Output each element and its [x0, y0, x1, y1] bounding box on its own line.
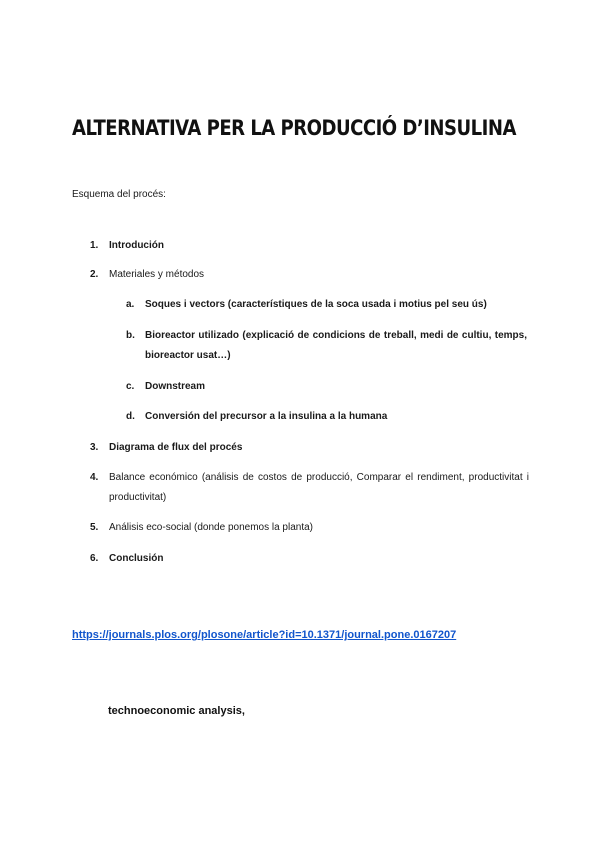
process-outline-heading: Esquema del procés: [72, 189, 166, 200]
outline-text: Bioreactor utilizado (explicació de condicions de treball, medi de cultiu, temps, bioreactor usat…) [145, 330, 527, 361]
outline-text: Balance económico (análisis de costos de producció, Comparar el rendiment, productivitat i productivitat) [109, 472, 529, 503]
outline-text: Conversión del precursor a la insulina a la humana [145, 411, 388, 422]
outline-marker: b. [126, 330, 135, 341]
outline-text: Diagrama de flux del procés [109, 442, 243, 453]
outline-text: Análisis eco-social (donde ponemos la planta) [109, 522, 314, 533]
outline-marker: d. [126, 411, 135, 422]
outline-marker: 6. [90, 553, 99, 564]
outline-text: Materiales y métodos [109, 269, 205, 280]
outline-marker: 4. [90, 472, 99, 483]
document-title: ALTERNATIVA PER LA PRODUCCIÓ D’INSULINA [72, 116, 516, 140]
technoeconomic-note: technoeconomic analysis, [108, 705, 245, 717]
outline-marker: 5. [90, 522, 99, 533]
outline-marker: 1. [90, 240, 99, 251]
outline-marker: c. [126, 381, 135, 392]
outline-marker: 2. [90, 269, 99, 280]
outline-text: Conclusión [109, 553, 164, 564]
outline-text: Soques i vectors (característiques de la soca usada i motius pel seu ús) [145, 299, 487, 310]
outline-text: Downstream [145, 381, 206, 392]
outline-marker: a. [126, 299, 135, 310]
outline-text: Introdución [109, 240, 164, 251]
reference-link[interactable]: https://journals.plos.org/plosone/article?id=10.1371/journal.pone.0167207 [72, 629, 457, 641]
outline-marker: 3. [90, 442, 99, 453]
